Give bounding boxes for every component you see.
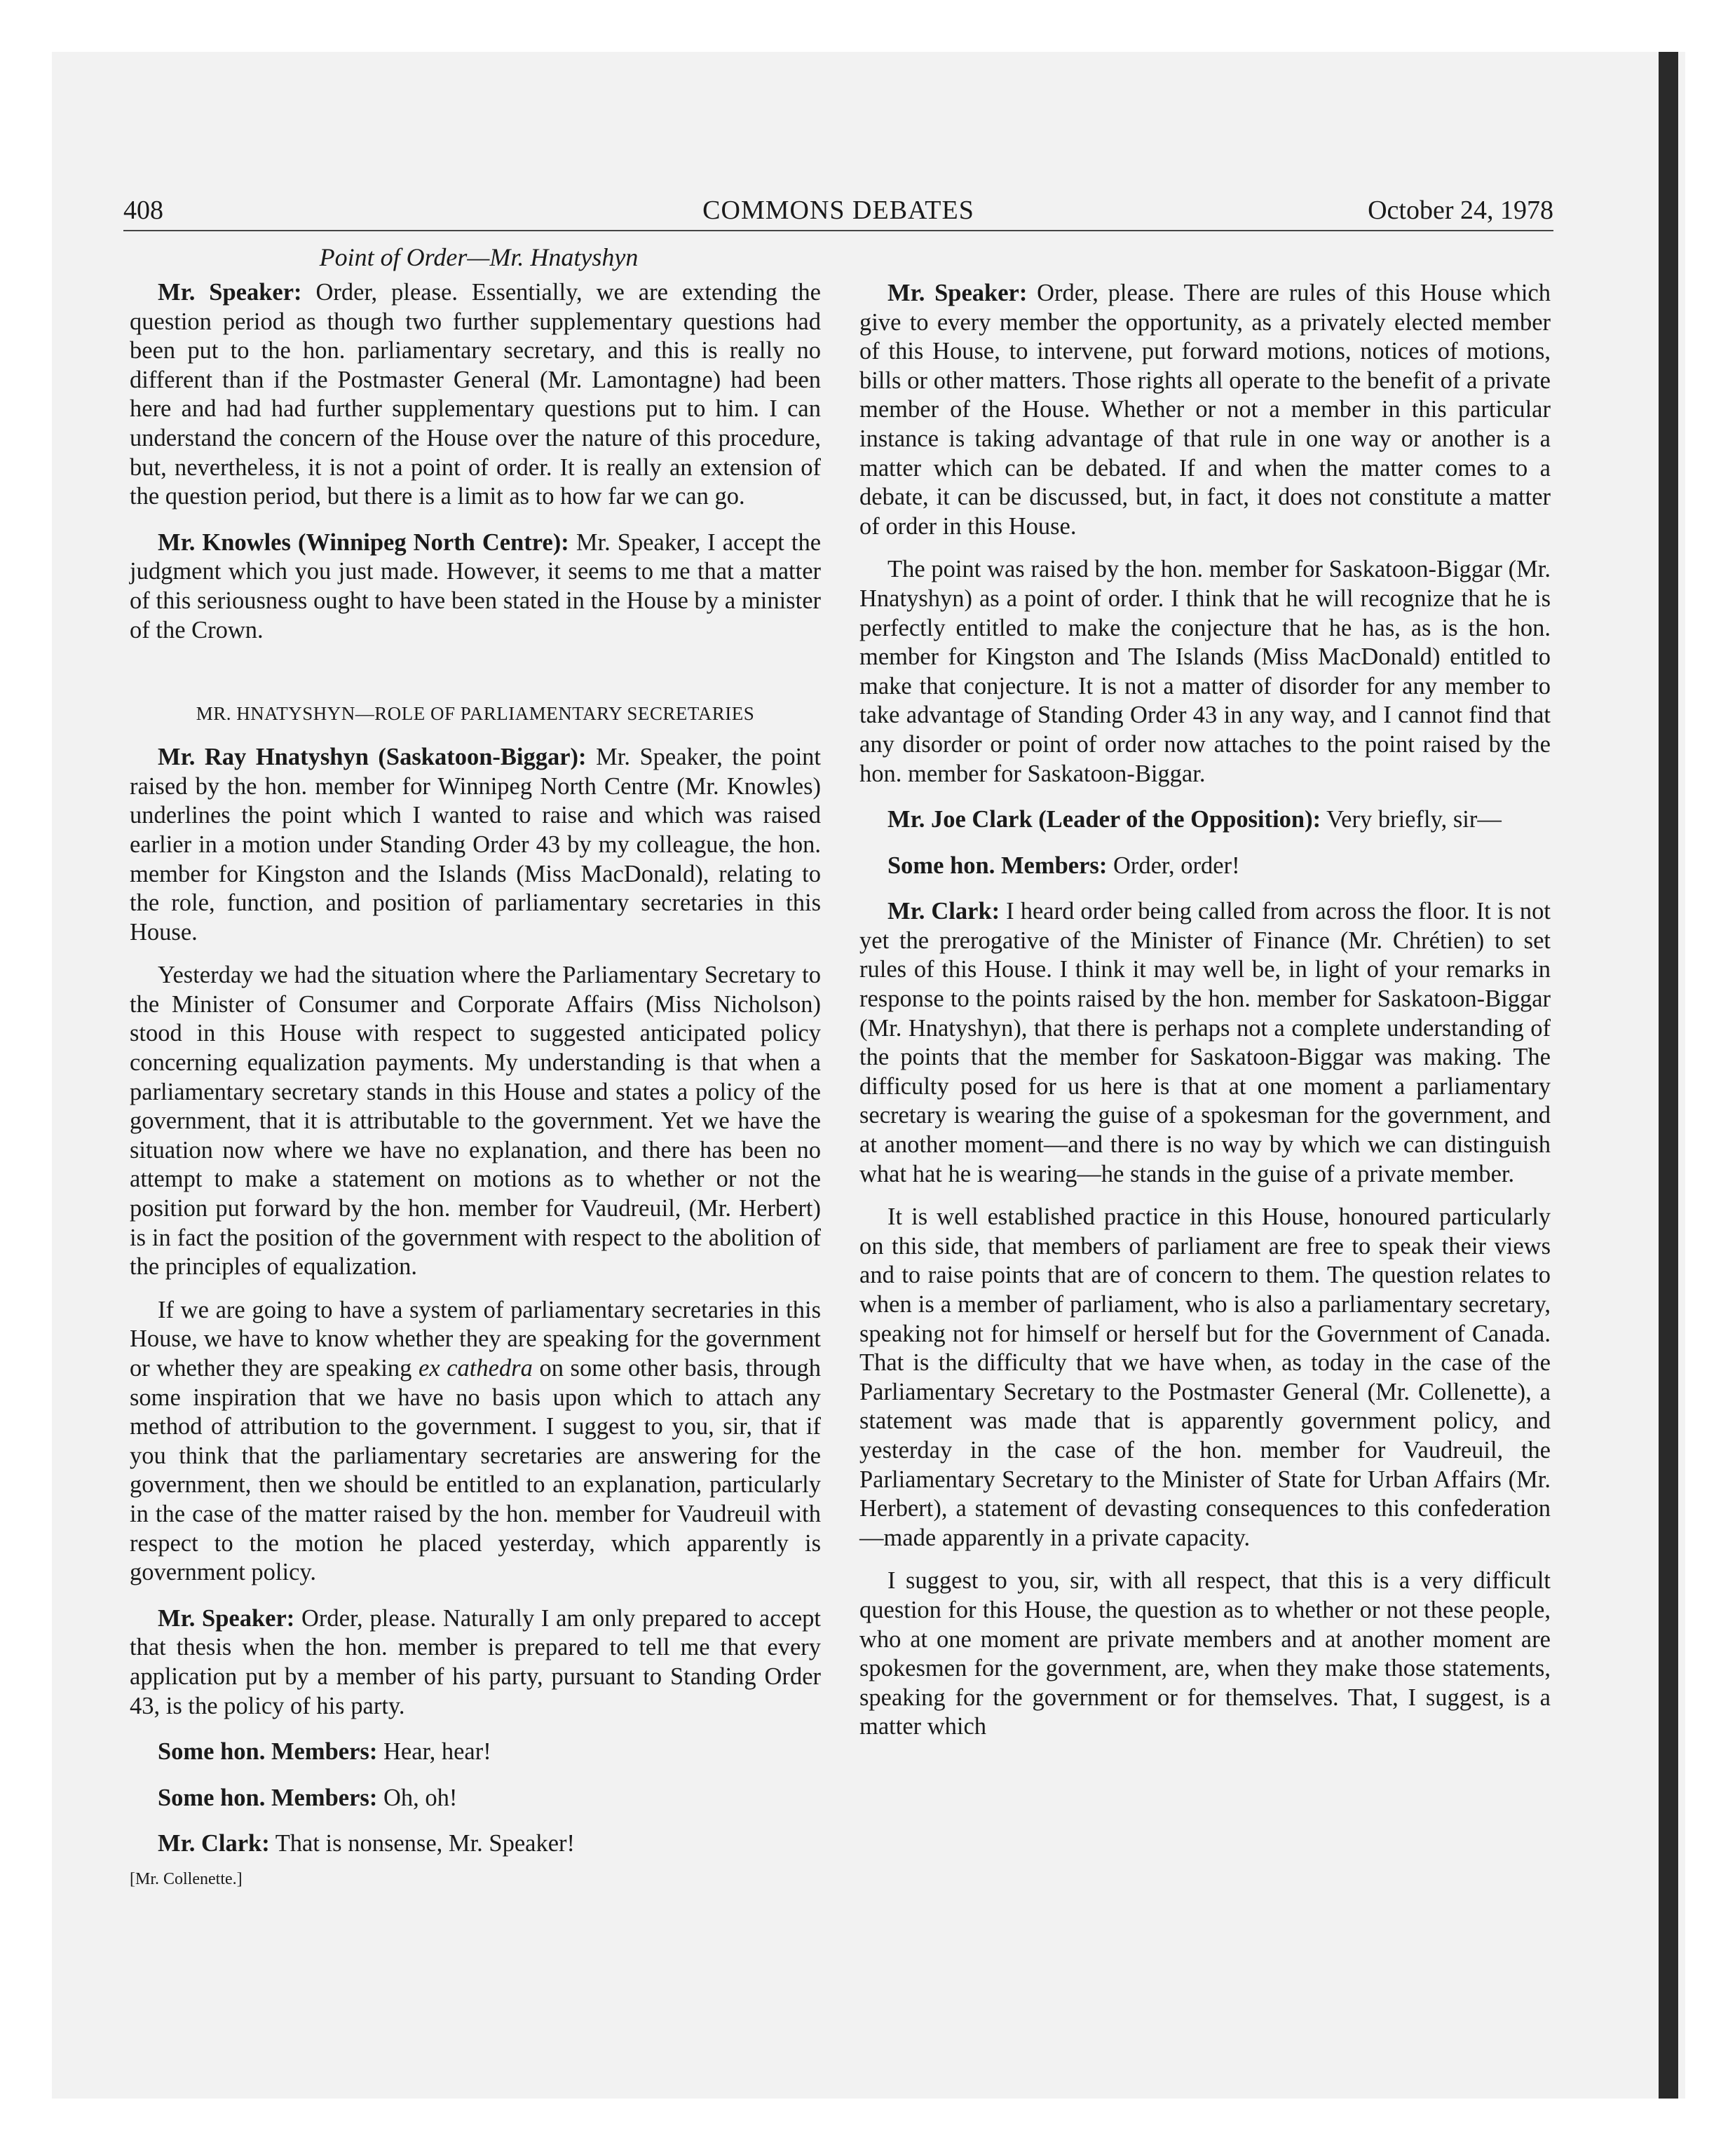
publication-title: COMMONS DEBATES	[702, 196, 974, 225]
paragraph	[130, 528, 821, 645]
paragraph	[859, 805, 1551, 835]
speech-text: Order, please. Essentially, we are extending the question period as though two further supplementary questions had been put to the hon. parliamentary secretary, and this is really no different than if the Postmaster General (Mr. Lamontagne) had been here and had had further supplementary questions put to him. I can understand the concern of the House over the nature of this procedure, but, nevertheless, it is not a point of order. It is really an extension of the question period, but there is a limit as to how far we can go.	[130, 279, 821, 510]
speaker-name: Mr. Ray Hnatyshyn (Saskatoon-Biggar):	[158, 744, 587, 771]
speaker-name: Mr. Speaker:	[158, 1604, 295, 1632]
paragraph	[130, 1829, 821, 1859]
scan-edge-shadow	[1659, 52, 1678, 2099]
speech-text: If we are going to have a system of parliamentary secretaries in this House, we have to know whether they are speaking for the government or whether they are speaking	[130, 1296, 821, 1381]
speech-text: That is nonsense, Mr. Speaker!	[269, 1830, 576, 1857]
speech-text: Mr. Speaker, I accept the judgment which you just made. However, it seems to me that a matter of this seriousness ought to have been stated in the House by a minister of the Crown.	[130, 528, 822, 643]
speech-text: Order, please. Naturally I am only prepared to accept that thesis when the hon. member is prepared to tell me that every application put by a member of his party, pursuant to Standing Order 43, is the policy of his party.	[130, 1604, 821, 1719]
speech-text: Mr. Speaker, the point raised by the hon. member for Winnipeg North Centre (Mr. Knowles) underlines the point which I wanted to raise and which was raised earlier in a motion under Standing Order 43 by my colleague, the hon. member for Kingston and the Islands (Miss MacDonald), relating to the role, function, and position of parliamentary secretaries in this House.	[130, 744, 822, 946]
section-heading: MR. HNATYSHYN—ROLE OF PARLIAMENTARY SECRETARIES	[196, 703, 755, 725]
speaker-name: Some hon. Members:	[158, 1738, 378, 1766]
left-column	[130, 242, 821, 1890]
footnote: [Mr. Collenette.]	[130, 1869, 243, 1888]
page-number: 408	[123, 196, 163, 225]
speech-text: Order, please. There are rules of this House which give to every member the opportunity, as a privately elected member of this House, to intervene, put forward motions, notices of motions, bills or other matters. Those rights all operate to the benefit of a private member of the House. Whether or not a member in this particular instance is taking advantage of that rule in one way or another is a matter which can be debated. If and when the matter comes to a debate, it can be discussed, but, in fact, it does not constitute a matter of order in this House.	[859, 280, 1551, 540]
right-column	[859, 279, 1551, 1742]
speech-text: Order, order!	[1107, 852, 1240, 879]
speaker-name: Mr. Speaker:	[158, 279, 302, 306]
speech-text: Very briefly, sir—	[1321, 806, 1502, 833]
running-subhead: Point of Order—Mr. Hnatyshyn	[319, 243, 639, 271]
paragraph	[130, 743, 821, 947]
paragraph	[130, 1738, 821, 1767]
paragraph	[859, 897, 1551, 1189]
paragraph	[130, 1784, 821, 1813]
speaker-name: Some hon. Members:	[158, 1784, 378, 1811]
page-header	[123, 191, 1553, 231]
paragraph	[130, 278, 821, 512]
paragraph	[130, 1296, 821, 1588]
speech-text: Oh, oh!	[377, 1784, 458, 1811]
publication-date: October 24, 1978	[1368, 196, 1553, 225]
paragraph: It is well established practice in this House, honoured particularly on this side, that members of parliament are free to speak their views and to raise points that are of concern to them. The question relates to when is a member of parliament, who is also a parliamentary secretary, speaking not for himself or herself but for the Government of Canada. That is the difficulty that we have when, as today in the case of the Parliamentary Secretary to the Postmaster General (Mr. Collenette), a statement was made that is apparently government policy, and yesterday in the case of the hon. member for Vaudreuil, the Parliamentary Secretary to the Minister of State for Urban Affairs (Mr. Herbert), a statement of devasting consequences to this confederation—made apparently in a private capacity.	[859, 1203, 1551, 1551]
paragraph	[859, 852, 1551, 881]
paragraph	[859, 279, 1551, 541]
speaker-name: Mr. Clark:	[158, 1830, 270, 1857]
speaker-name: Mr. Clark:	[887, 898, 1000, 925]
paragraph	[130, 1604, 821, 1721]
speech-text: I heard order being called from across the floor. It is not yet the prerogative of the Minister of Finance (Mr. Chrétien) to set rules of this House. I think it may well be, in light of your remarks in response to the points raised by the hon. member for Saskatoon-Biggar (Mr. Hnatyshyn), that there is perhaps not a complete understanding of the points that the member for Saskatoon-Biggar was making. The difficulty posed for us here is that at one moment a parliamentary secretary is wearing the guise of a spokesman for the government, and at another moment—and there is no way by which we can distinguish what hat he is wearing—he stands in the guise of a private member.	[859, 898, 1551, 1187]
paragraph: The point was raised by the hon. member for Saskatoon-Biggar (Mr. Hnatyshyn) as a point of order. I think that he will recognize that he is perfectly entitled to make the conjecture that he has, as is the hon. member for Kingston and The Islands (Miss MacDonald) entitled to make that conjecture. It is not a matter of disorder for any member to take advantage of Standing Order 43 in any way, and I cannot find that any disorder or point of order now attaches to the point raised by the hon. member for Saskatoon-Biggar.	[859, 556, 1551, 787]
speaker-name: Mr. Knowles (Winnipeg North Centre):	[158, 528, 569, 556]
speaker-name: Mr. Speaker:	[887, 280, 1028, 306]
paragraph: Yesterday we had the situation where the Parliamentary Secretary to the Minister of Consumer and Corporate Affairs (Miss Nicholson) stood in this House with respect to suggested anticipated policy concerning equalization payments. My understanding is that when a parliamentary secretary stands in this House and states a policy of the government, that it is attributable to the government. Yet we have the situation now where we have no explanation, and there has been no attempt to make a statement on motions as to whether or not the position put forward by the hon. member for Vaudreuil, (Mr. Herbert) is in fact the position of the government with respect to the abolition of the principles of equalization.	[130, 962, 821, 1281]
speaker-name: Some hon. Members:	[887, 852, 1108, 879]
speech-text: Hear, hear!	[377, 1738, 491, 1766]
speech-text: on some other basis, through some inspiration that we have no basis upon which to attach any method of attribution to the government. I suggest to you, sir, that if you think that the parliamentary secretaries are answering for the government, then we should be entitled to an explanation, particularly in the case of the matter raised by the hon. member for Vaudreuil with respect to the motion he placed yesterday, which apparently is government policy.	[130, 1355, 821, 1586]
latin-phrase: ex cathedra	[418, 1355, 533, 1381]
paragraph: I suggest to you, sir, with all respect, that this is a very difficult question for this House, the question as to whether or not these people, who at one moment are private members and at another moment are spokesmen for the government, are, when they make those statements, speaking for the government or for themselves. That, I suggest, is a matter which	[859, 1567, 1551, 1740]
speaker-name: Mr. Joe Clark (Leader of the Opposition):	[887, 806, 1321, 833]
